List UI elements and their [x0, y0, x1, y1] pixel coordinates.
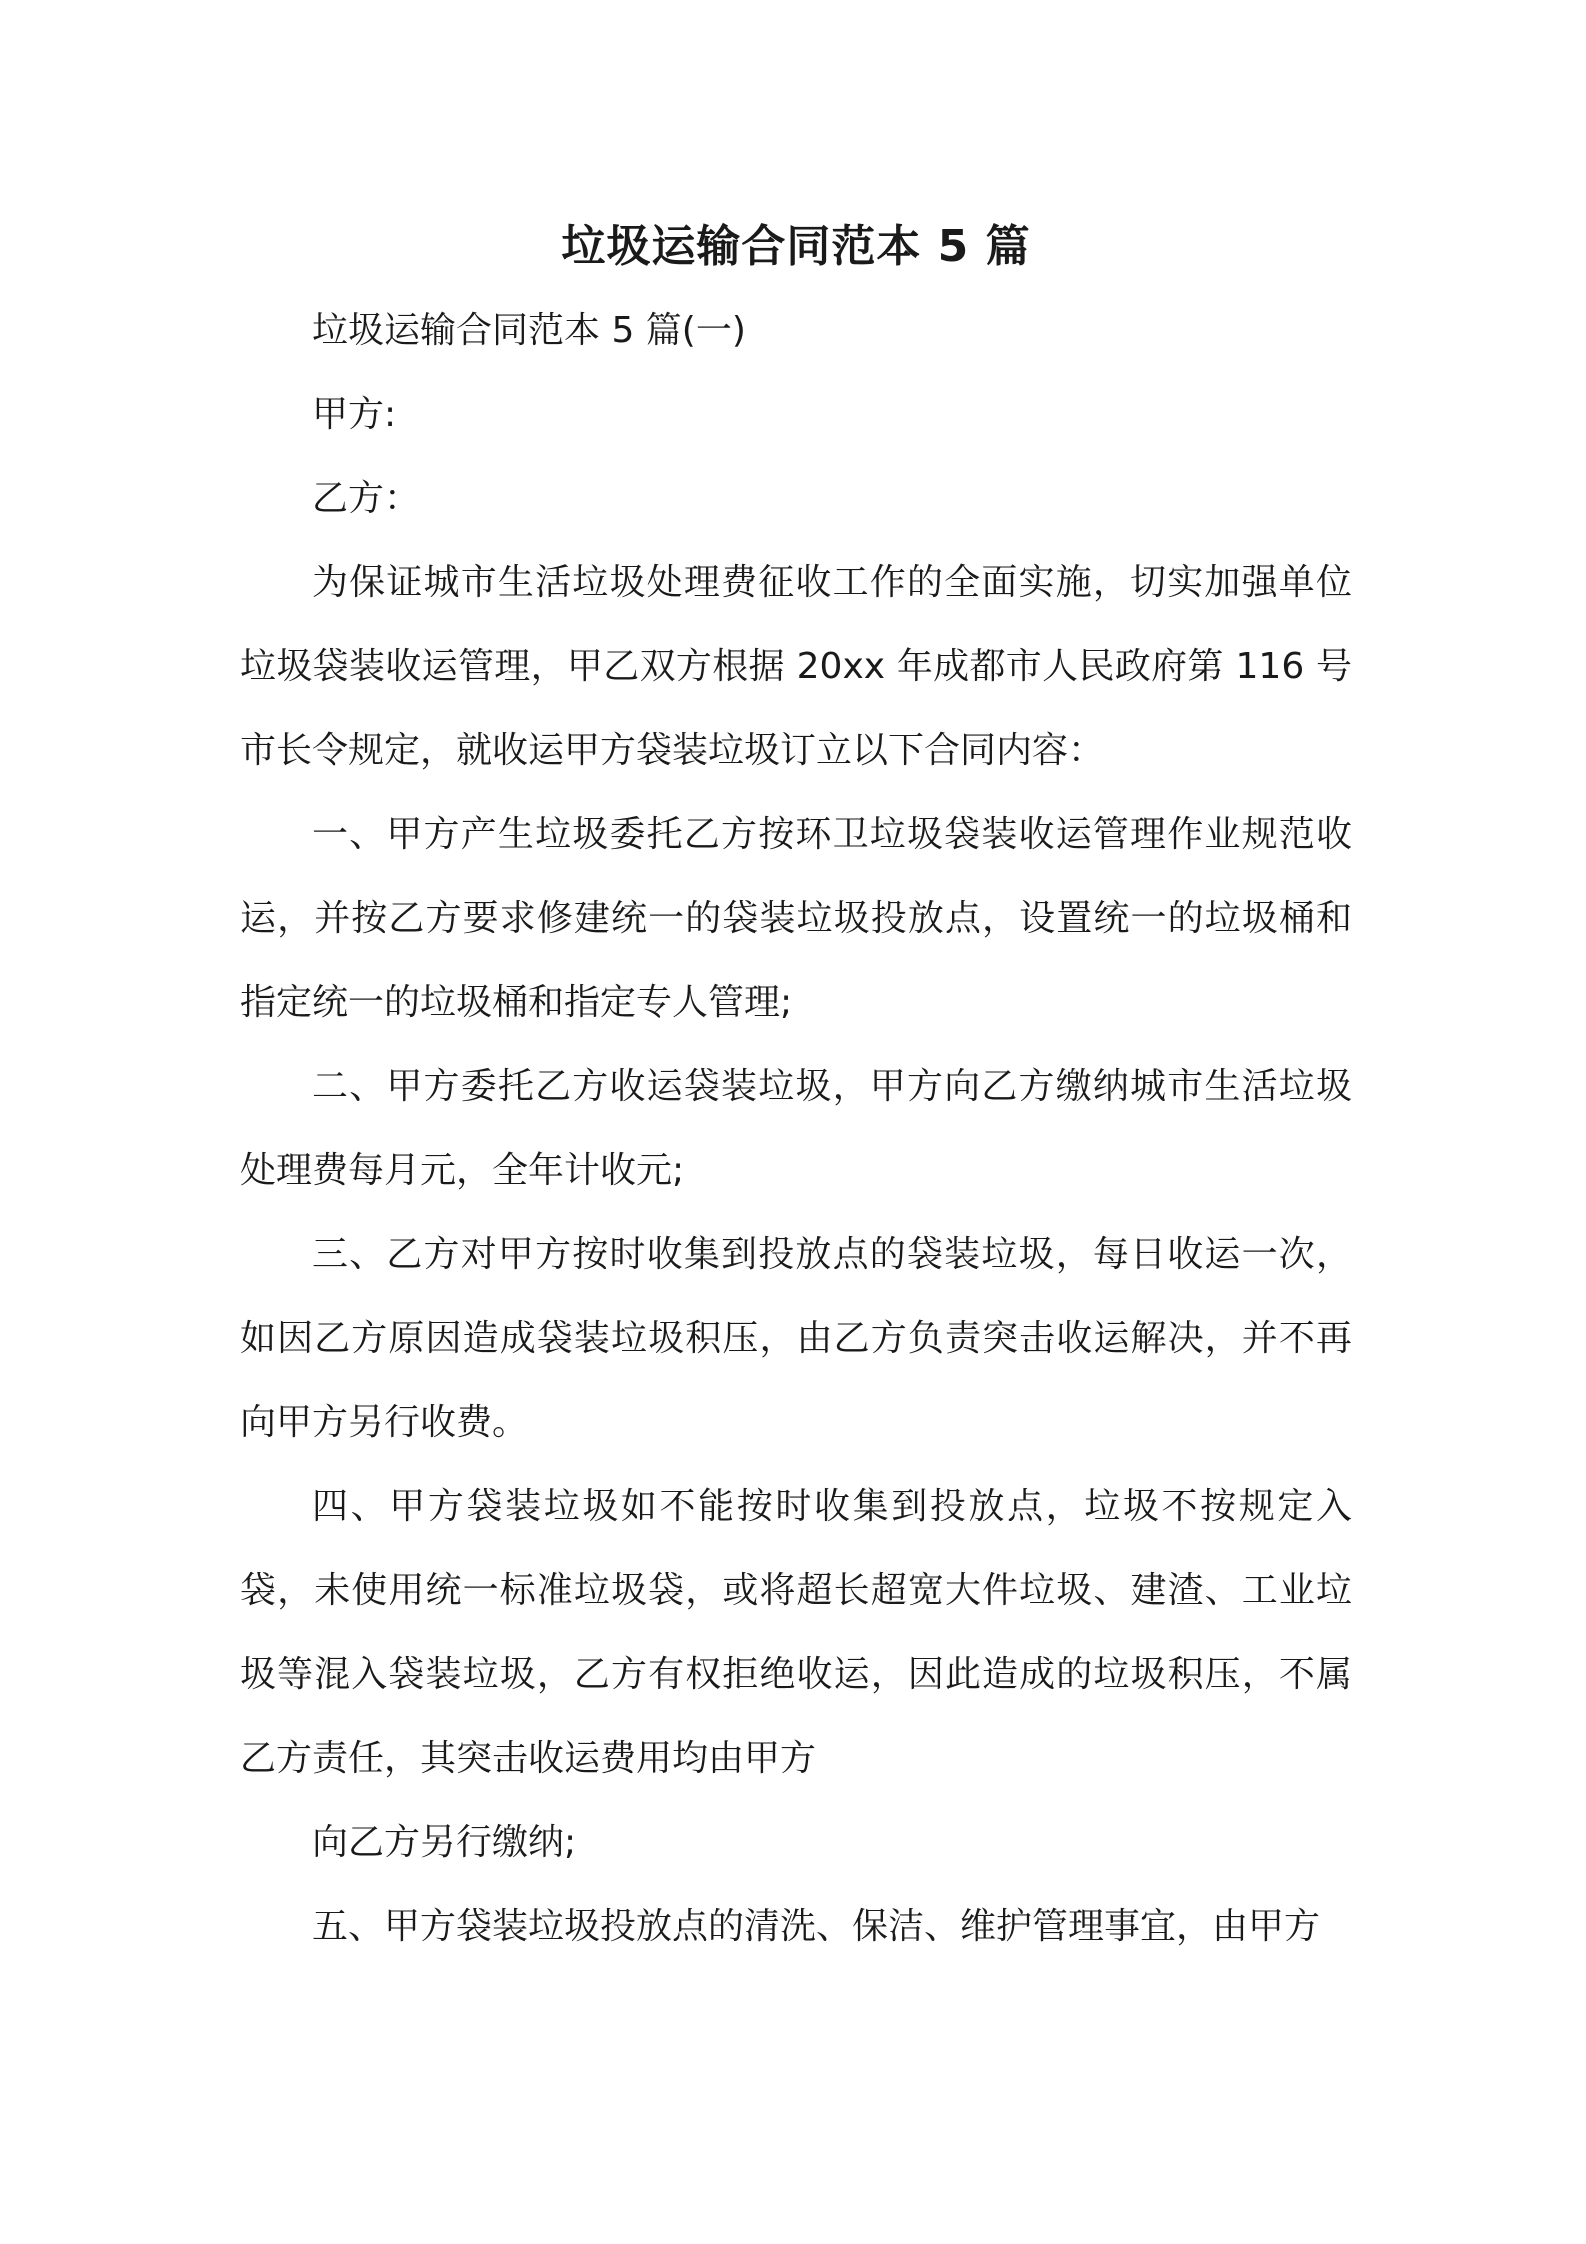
section-heading: 垃圾运输合同范本 5 篇(一) — [312, 310, 746, 351]
clause-4-continuation: 向乙方另行缴纳; — [312, 1822, 577, 1863]
clause-5-paragraph: 五、甲方袋装垃圾投放点的清洗、保洁、维护管理事宜，由甲方 — [312, 1906, 1321, 1947]
clause-2-paragraph: 二、甲方委托乙方收运袋装垃圾，甲方向乙方缴纳城市生活垃圾处理费每月元，全年计收元; — [240, 1066, 1352, 1191]
party-b-line: 乙方： — [312, 478, 421, 519]
document-title: 垃圾运输合同范本 5 篇 — [561, 221, 1031, 272]
clause-4-paragraph: 四、甲方袋装垃圾如不能按时收集到投放点，垃圾不按规定入袋，未使用统一标准垃圾袋，或将超长超宽大件垃圾、建渣、工业垃圾等混入袋装垃圾，乙方有权拒绝收运，因此造成的垃圾积压，不属乙方责任，其突击收运费用均由甲方 — [240, 1486, 1352, 1779]
document-body — [240, 205, 1352, 1969]
preamble-paragraph: 为保证城市生活垃圾处理费征收工作的全面实施，切实加强单位垃圾袋装收运管理，甲乙双方根据 20xx 年成都市人民政府第 116 号市长令规定，就收运甲方袋装垃圾订立以下合同内容： — [240, 562, 1352, 771]
clause-3-paragraph: 三、乙方对甲方按时收集到投放点的袋装垃圾，每日收运一次，如因乙方原因造成袋装垃圾积压，由乙方负责突击收运解决，并不再向甲方另行收费。 — [240, 1234, 1352, 1443]
party-a-line: 甲方: — [312, 394, 397, 435]
clause-1-paragraph: 一、甲方产生垃圾委托乙方按环卫垃圾袋装收运管理作业规范收运，并按乙方要求修建统一的袋装垃圾投放点，设置统一的垃圾桶和指定统一的垃圾桶和指定专人管理; — [240, 814, 1352, 1023]
